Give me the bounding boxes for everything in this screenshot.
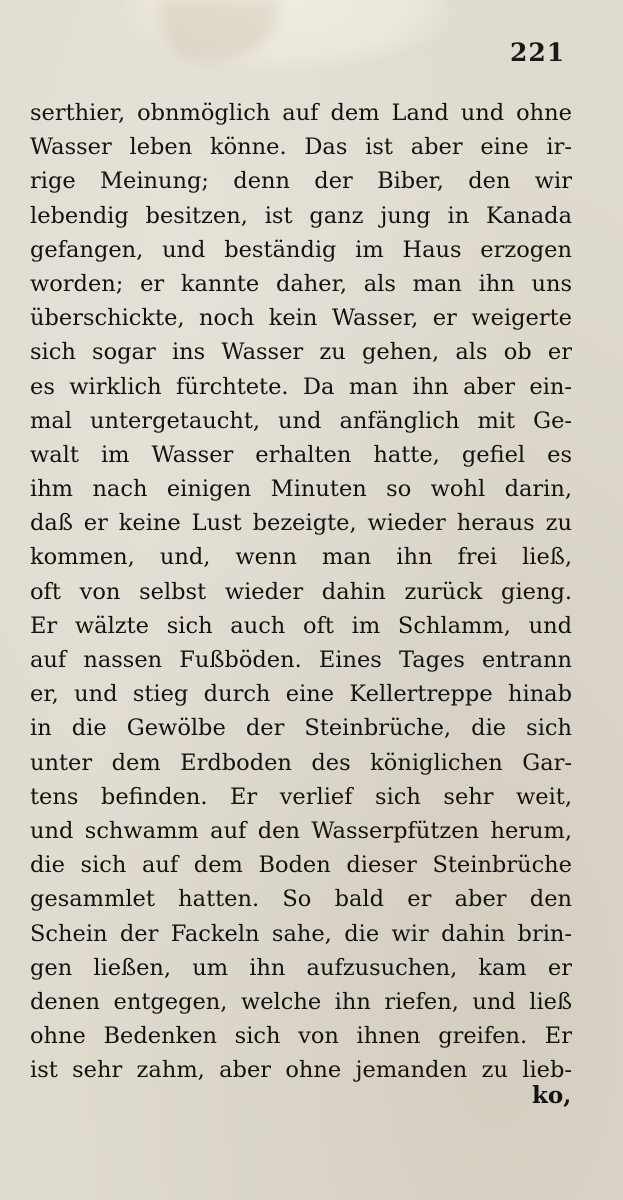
text-line: rige Meinung; denn der Biber, den wir	[30, 168, 572, 195]
text-line: Schein der Fackeln sahe, die wir dahin brin-	[30, 920, 572, 947]
text-line: auf nassen Fußböden. Eines Tages entrann	[30, 647, 572, 673]
text-line: tens befinden. Er verlief sich sehr weit,	[30, 783, 572, 810]
text-line: er, und stieg durch eine Kellertreppe hinab	[30, 681, 572, 708]
page-number: 221	[510, 38, 566, 67]
text-line: in die Gewölbe der Steinbrüche, die sich	[30, 715, 572, 742]
text-line: mal untergetaucht, und anfänglich mit Ge-	[30, 407, 572, 434]
text-line: walt im Wasser erhalten hatte, gefiel es	[30, 441, 572, 468]
text-line: unter dem Erdboden des königlichen Gar-	[30, 749, 572, 776]
text-line: oft von selbst wieder dahin zurück gieng.	[30, 578, 572, 605]
text-line: worden; er kannte daher, als man ihn uns	[30, 270, 572, 297]
text-line: sich sogar ins Wasser zu gehen, als ob er	[30, 339, 572, 366]
text-line: kommen, und, wenn man ihn frei ließ,	[30, 544, 572, 571]
text-line: gen ließen, um ihn aufzusuchen, kam er	[30, 954, 572, 981]
catchword: ko,	[532, 1082, 572, 1109]
text-line: serthier, obnmöglich auf dem Land und ohne	[30, 100, 572, 126]
text-line: gefangen, und beständig im Haus erzogen	[30, 236, 572, 263]
text-line: ohne Bedenken sich von ihnen greifen. Er	[30, 1023, 572, 1050]
text-line: ihm nach einigen Minuten so wohl darin,	[30, 476, 572, 503]
text-line: lebendig besitzen, ist ganz jung in Kanada	[30, 202, 572, 229]
text-line: es wirklich fürchtete. Da man ihn aber ein-	[30, 373, 572, 400]
text-line: Er wälzte sich auch oft im Schlamm, und	[30, 612, 572, 639]
text-line: daß er keine Lust bezeigte, wieder heraus zu	[30, 510, 572, 537]
text-line: ist sehr zahm, aber ohne jemanden zu lieb-	[30, 1057, 572, 1084]
text-line: Wasser leben könne. Das ist aber eine ir-	[30, 134, 572, 161]
text-line: denen entgegen, welche ihn riefen, und ließ	[30, 988, 572, 1015]
text-line: überschickte, noch kein Wasser, er weigerte	[30, 305, 572, 332]
text-line: die sich auf dem Boden dieser Steinbrüche	[30, 852, 572, 879]
body-text	[30, 96, 572, 1087]
text-line: und schwamm auf den Wasserpfützen herum,	[30, 817, 572, 844]
text-line: gesammlet hatten. So bald er aber den	[30, 886, 572, 913]
